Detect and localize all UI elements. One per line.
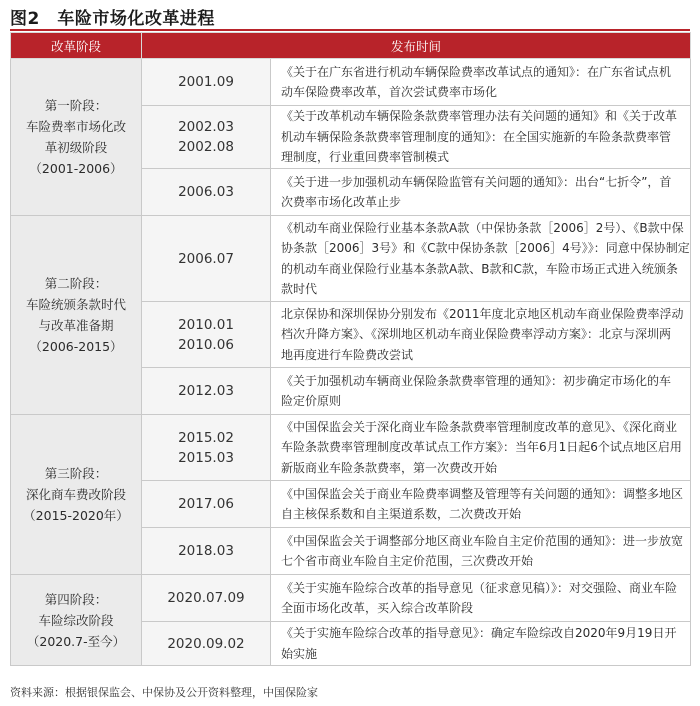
table-row	[11, 415, 691, 481]
description-line: 《中国保监会关于深化商业车险条款费率管理制度改革的意见》、《深化商业	[281, 419, 678, 434]
date-cell	[142, 59, 271, 106]
stage-text-line: （2015-2020年）	[23, 508, 129, 523]
description-cell	[271, 415, 691, 481]
date-cell	[142, 368, 271, 415]
description-line: 《关于在广东省进行机动车辆保险费率改革试点的通知》：在广东省试点机	[281, 64, 672, 79]
date-cell	[142, 481, 271, 528]
date-text: 2010.06	[178, 336, 234, 353]
description-line: 协条款［2006］3号》和《C款中保协条款［2006］4号》》：同意中保协制定	[281, 241, 690, 255]
description-line: 动车保险费率改革，首次尝试费率市场化	[281, 85, 498, 99]
table-body	[11, 59, 691, 666]
date-text: 2012.03	[178, 383, 234, 399]
description-line: 自主核保系数和自主渠道系数，二次费改开始	[281, 507, 522, 521]
description-line: 《关于实施车险综合改革的指导意见》：确定车险综改自2020年9月19日开	[281, 626, 677, 640]
table-row	[11, 216, 691, 302]
stage-text-line: 与改革准备期	[38, 318, 114, 333]
table-row	[11, 59, 691, 106]
date-cell	[142, 216, 271, 302]
stage-text-line: （2001-2006）	[29, 161, 123, 176]
description-line: 七个省市商业车险自主定价范围，三次费改开始	[281, 554, 534, 568]
description-line: 《中国保监会关于调整部分地区商业车险自主定价范围的通知》：进一步放宽	[281, 533, 684, 548]
date-text: 2002.08	[178, 139, 234, 155]
stage-text-line: 深化商车费改阶段	[25, 487, 126, 502]
description-cell	[271, 106, 691, 169]
date-cell	[142, 106, 271, 169]
description-line: 《关于实施车险综合改革的指导意见（征求意见稿）》：对交强险、商业车险	[281, 580, 678, 595]
stage-text-line: 车险综改阶段	[38, 612, 114, 628]
source-note: 资料来源：根据银保监会、中保协及公开资料整理，中国保险家	[10, 686, 318, 699]
description-line: 《关于改革机动车辆保险条款费率管理办法有关问题的通知》和《关于改革	[281, 109, 678, 124]
description-line: 《机动车商业保险行业基本条款A款（中保协条款［2006］2号）、《B款中保	[281, 220, 684, 235]
figure-title: 图2 车险市场化改革进程	[10, 9, 215, 29]
description-cell	[271, 481, 691, 528]
date-text: 2015.02	[178, 429, 234, 446]
description-line: 新版商业车险条款费率，第一次费改开始	[281, 460, 498, 475]
date-cell	[142, 622, 271, 666]
description-cell	[271, 368, 691, 415]
stage-text-line: 第三阶段：	[44, 466, 108, 481]
date-text: 2015.03	[178, 449, 234, 466]
description-line: 《关于进一步加强机动车辆保险监管有关问题的通知》：出台“七折令”，首	[281, 174, 672, 189]
description-line: 档次升降方案》、《深圳地区机动车商业保险费率浮动方案》：北京与深圳两	[281, 327, 672, 342]
description-line: 地再度进行车险费改尝试	[281, 347, 414, 362]
description-line: 北京保协和深圳保协分别发布《2011年度北京地区机动车商业保险费率浮动	[281, 306, 684, 321]
table-row	[11, 575, 691, 622]
description-line: 《关于加强机动车辆商业保险条款费率管理的通知》：初步确定市场化的车	[281, 373, 672, 388]
stage-text-line: 第二阶段：	[44, 276, 108, 291]
description-line: 机动车辆保险条款费率管理制度的通知》：在全国实施新的车险条款费率管	[281, 129, 672, 144]
stage-cell	[11, 415, 142, 575]
date-cell	[142, 169, 271, 216]
table-header-row	[11, 33, 691, 59]
stage-cell	[11, 59, 142, 216]
description-cell	[271, 575, 691, 622]
date-text: 2001.09	[178, 74, 234, 90]
description-line: 次费率市场化改革止步	[281, 195, 402, 209]
reform-timeline-table	[10, 32, 691, 666]
stage-text-line: 车险统颁条款时代	[25, 297, 126, 312]
stage-text-line: 革初级阶段	[44, 140, 108, 155]
header-time: 发布时间	[142, 33, 691, 59]
date-text: 2002.03	[178, 119, 234, 135]
date-cell	[142, 528, 271, 575]
date-cell	[142, 415, 271, 481]
stage-cell	[11, 575, 142, 666]
date-text: 2006.07	[178, 250, 234, 267]
date-text: 2017.06	[178, 496, 234, 512]
description-line: 险定价原则	[281, 394, 342, 408]
header-stage: 改革阶段	[11, 33, 142, 59]
title-rule	[10, 29, 690, 31]
date-text: 2020.07.09	[167, 590, 245, 606]
description-cell	[271, 59, 691, 106]
date-text: 2006.03	[178, 184, 234, 200]
description-cell	[271, 169, 691, 216]
description-line: 车险条款费率管理制度改革试点工作方案》：当年6月1日起6个试点地区启用	[281, 440, 682, 455]
date-text: 2020.09.02	[167, 635, 245, 652]
stage-text-line: 第一阶段：	[44, 98, 108, 113]
description-line: 始实施	[281, 646, 318, 661]
date-cell	[142, 302, 271, 368]
description-line: 《中国保监会关于商业车险费率调整及管理等有关问题的通知》：调整多地区	[281, 486, 684, 501]
description-line: 理制度，行业重回费率管制模式	[281, 150, 450, 165]
stage-text-line: 第四阶段：	[44, 591, 108, 607]
stage-text-line: （2020.7-至今）	[26, 633, 126, 649]
date-text: 2010.01	[178, 316, 234, 333]
description-cell	[271, 302, 691, 368]
description-cell	[271, 622, 691, 666]
description-cell	[271, 528, 691, 575]
stage-cell	[11, 216, 142, 415]
description-line: 款时代	[281, 282, 318, 296]
description-line: 全面市场化改革，买入综合改革阶段	[281, 601, 474, 615]
stage-text-line: （2006-2015）	[29, 339, 123, 354]
date-cell	[142, 575, 271, 622]
date-text: 2018.03	[178, 543, 234, 559]
description-line: 的机动车商业保险行业基本条款A款、B款和C款，车险市场正式进入统颁条	[281, 261, 678, 276]
stage-text-line: 车险费率市场化改	[25, 119, 126, 134]
description-cell	[271, 216, 691, 302]
